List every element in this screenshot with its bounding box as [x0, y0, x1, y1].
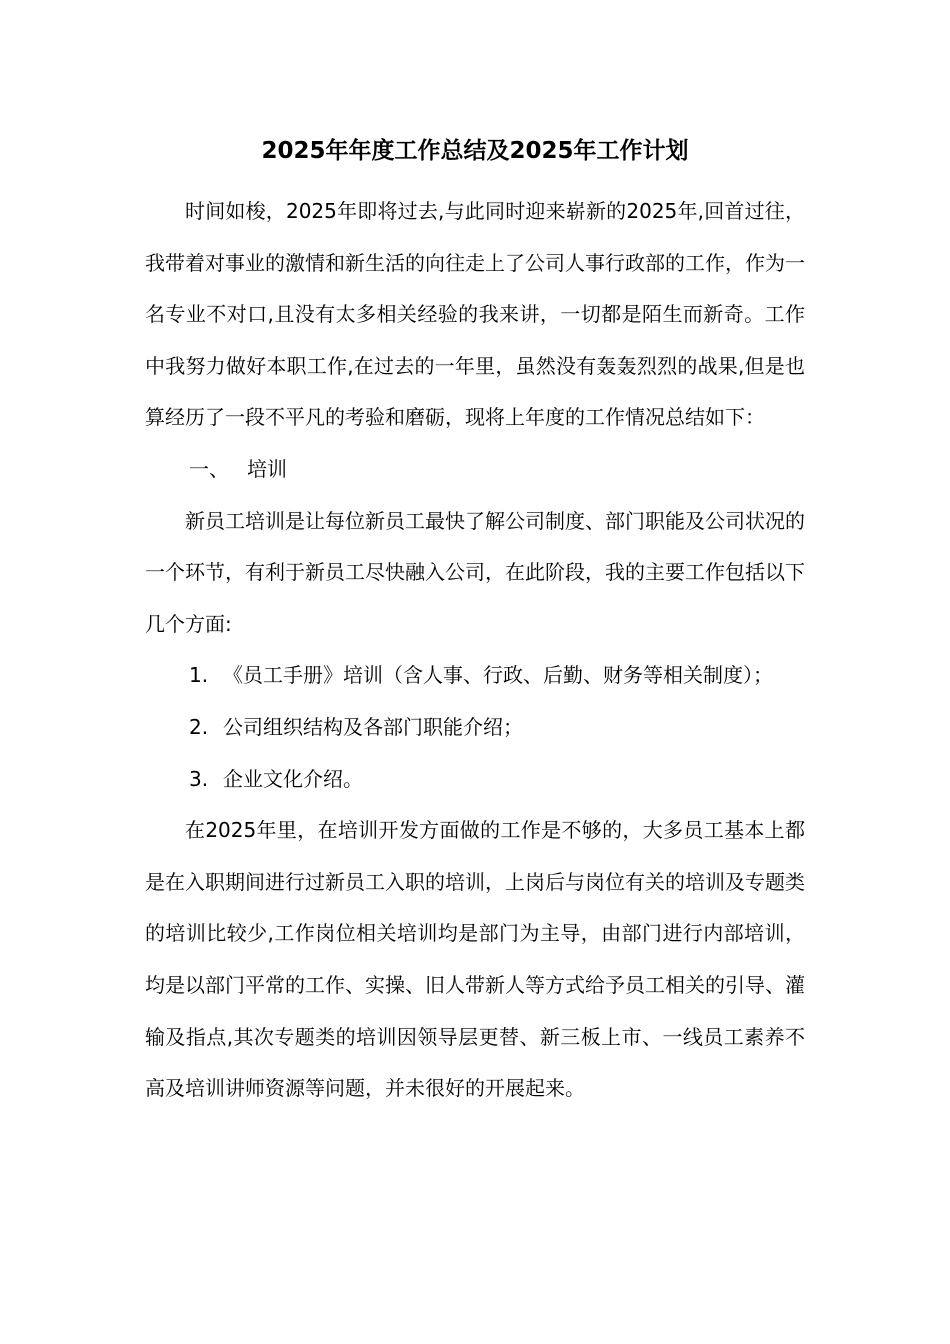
list-item-text: 公司组织结构及各部门职能介绍；: [223, 714, 523, 739]
section-heading-training: [145, 444, 805, 496]
list-item-text: 《员工手册》培训（含人事、行政、后勤、财务等相关制度）；: [223, 663, 773, 688]
document-page: [145, 132, 805, 1115]
summary-paragraph: 在2025年里，在培训开发方面做的工作是不够的，大多员工基本上都是在入职期间进行过新员工入职的培训，上岗后与岗位有关的培训及专题类的培训比较少,工作岗位相关培训均是部门为主导，由部门进行内部培训，均是以部门平常的工作、实操、旧人带新人等方式给予员工相关的引导、灌输及指点,其次专题类的培训因领导层更替、新三板上市、一线员工素养不高及培训讲师资源等问题，并未很好的开展起来。: [145, 818, 805, 1101]
intro-paragraph: 时间如梭，2025年即将过去,与此同时迎来崭新的2025年,回首过往，我带着对事业的激情和新生活的向往走上了公司人事行政部的工作，作为一名专业不对口,且没有太多相关经验的我来讲，一切都是陌生而新奇。工作中我努力做好本职工作,在过去的一年里，虽然没有轰轰烈烈的战果,但是也算经历了一段不平凡的考验和磨砺，现将上年度的工作情况总结如下：: [145, 199, 805, 430]
training-list: [145, 650, 805, 805]
list-marker: 2.: [189, 714, 209, 739]
list-item: [145, 702, 805, 754]
list-marker: 1.: [189, 663, 209, 688]
document-title: 2025年年度工作总结及2025年工作计划: [261, 138, 689, 164]
list-marker: 3.: [189, 766, 209, 791]
list-item: [145, 650, 805, 702]
list-item: [145, 754, 805, 806]
section-title: 培训: [247, 456, 287, 481]
training-paragraph: 新员工培训是让每位新员工最快了解公司制度、部门职能及公司状况的一个环节，有利于新员工尽快融入公司，在此阶段，我的主要工作包括以下几个方面:: [145, 508, 805, 636]
list-item-text: 企业文化介绍。: [223, 766, 363, 791]
section-number: 一、: [189, 456, 229, 481]
